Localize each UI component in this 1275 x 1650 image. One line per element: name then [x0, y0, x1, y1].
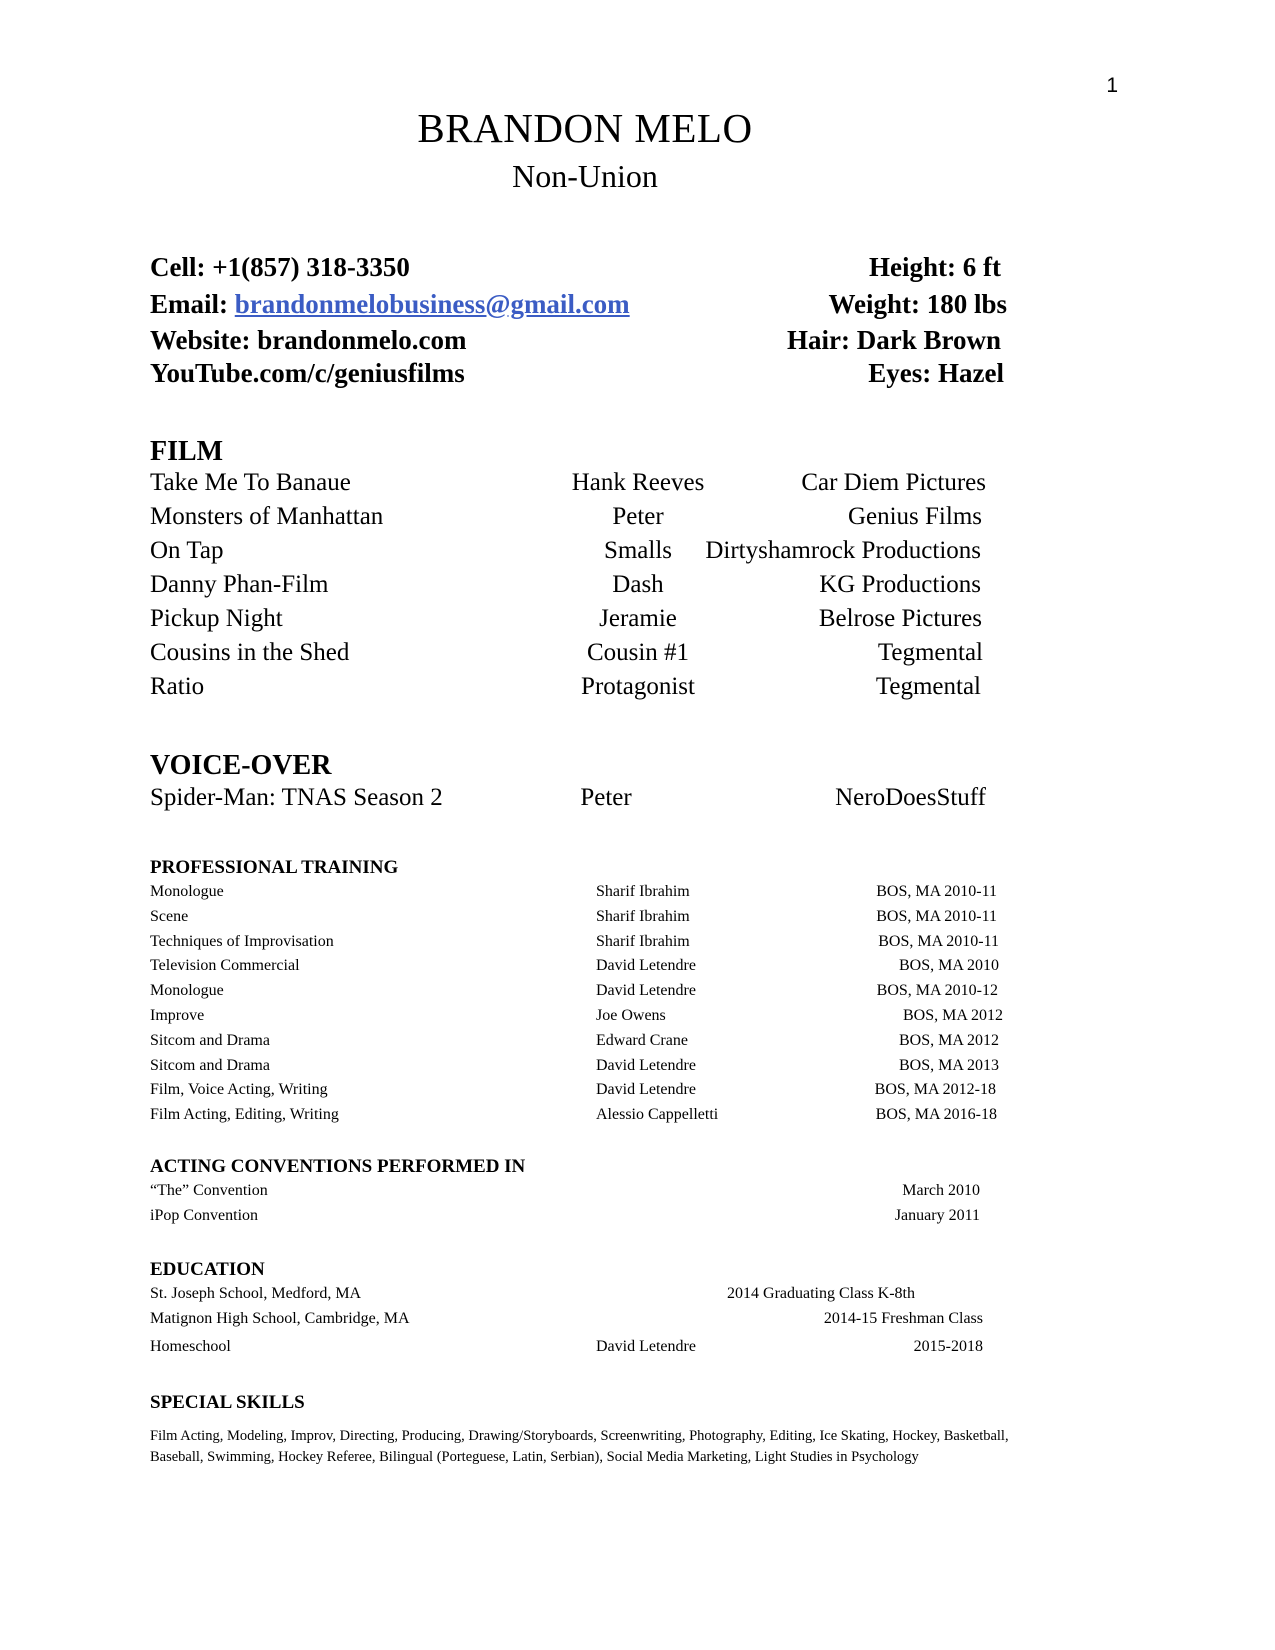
training-course: Monologue	[150, 982, 224, 1000]
training-course: Improve	[150, 1007, 205, 1024]
film-role: Peter	[612, 503, 664, 530]
film-company: KG Productions	[819, 571, 981, 598]
conventions-name: “The” Convention	[150, 1182, 268, 1199]
training-location: BOS, MA 2012	[898, 1031, 999, 1049]
training-location: BOS, MA 2010	[898, 957, 999, 975]
education-detail: 2015-2018	[913, 1338, 983, 1355]
film-company: Tegmental	[877, 639, 983, 666]
contact-email	[150, 289, 630, 320]
training-instructor: David Letendre	[596, 957, 696, 975]
contact-cell: Cell: +1(857) 318-3350	[150, 252, 410, 282]
training-course: Film, Voice Acting, Writing	[150, 1081, 328, 1099]
training-course: Film Acting, Editing, Writing	[150, 1106, 339, 1124]
education-instructor: David Letendre	[596, 1338, 696, 1355]
film-company: Belrose Pictures	[818, 605, 982, 632]
training-course: Techniques of Improvisation	[150, 932, 334, 950]
training-instructor: Sharif Ibrahim	[596, 932, 690, 950]
film-title: Pickup Night	[150, 605, 283, 632]
contact-website: Website: brandonmelo.com	[150, 325, 467, 355]
film-title: On Tap	[150, 537, 224, 564]
film-title: Monsters of Manhattan	[150, 503, 384, 530]
film-company: Dirtyshamrock Productions	[705, 537, 981, 564]
film-role: Dash	[612, 571, 664, 598]
training-course: Scene	[150, 907, 189, 925]
film-role: Smalls	[603, 537, 673, 564]
page-number: 1	[1106, 74, 1118, 97]
film-company: Tegmental	[875, 673, 981, 700]
training-instructor: David Letendre	[596, 982, 696, 1000]
education-detail: 2014-15 Freshman Class	[823, 1310, 983, 1327]
email-link[interactable]: brandonmelobusiness@gmail.com	[234, 289, 630, 319]
training-course: Sitcom and Drama	[150, 1056, 270, 1074]
training-instructor: Edward Crane	[596, 1031, 688, 1049]
union-status: Non-Union	[512, 158, 658, 194]
stat-height: Height: 6 ft	[869, 252, 1001, 282]
training-instructor: Sharif Ibrahim	[596, 883, 690, 900]
email-label: Email:	[150, 289, 235, 319]
skills-text: Film Acting, Modeling, Improv, Directing, Producing, Drawing/Storyboards, Screenwriting, Photography, Editing, Ice Skating, Hockey, Basketball, Baseball, Swimming, Hockey Referee, Bilingual (Porteguese, Latin, Serbian), Social Media Marketing, Light Studies in Psychology	[150, 1428, 1009, 1465]
training-course: Sitcom and Drama	[150, 1031, 270, 1049]
training-location: BOS, MA 2010-11	[876, 883, 997, 900]
training-location: BOS, MA 2012-18	[874, 1081, 996, 1099]
actor-name: BRANDON MELO	[417, 105, 753, 151]
section-training-title: PROFESSIONAL TRAINING	[150, 857, 399, 878]
film-role: Protagonist	[581, 673, 695, 700]
education-school: Matignon High School, Cambridge, MA	[150, 1310, 410, 1327]
film-company: Genius Films	[847, 503, 982, 530]
voiceover-title: Spider-Man: TNAS Season 2	[150, 784, 443, 811]
film-title: Cousins in the Shed	[150, 639, 350, 666]
training-location: BOS, MA 2010-11	[876, 907, 997, 925]
film-title: Danny Phan-Film	[150, 571, 329, 598]
section-education-title: EDUCATION	[150, 1259, 265, 1280]
training-location: BOS, MA 2013	[898, 1056, 999, 1074]
section-conventions-title: ACTING CONVENTIONS PERFORMED IN	[150, 1156, 526, 1177]
training-location: BOS, MA 2012	[902, 1007, 1003, 1024]
section-skills-title: SPECIAL SKILLS	[150, 1392, 305, 1413]
education-detail: 2014 Graduating Class K-8th	[727, 1285, 915, 1302]
stat-hair: Hair: Dark Brown	[787, 325, 1001, 355]
training-location: BOS, MA 2010-12	[876, 982, 998, 1000]
training-location: BOS, MA 2010-11	[878, 932, 999, 950]
training-course: Monologue	[150, 883, 224, 900]
training-course: Television Commercial	[150, 957, 300, 975]
training-instructor: David Letendre	[596, 1081, 696, 1099]
training-instructor: Joe Owens	[596, 1007, 666, 1024]
film-title: Take Me To Banaue	[150, 469, 351, 496]
contact-youtube: YouTube.com/c/geniusfilms	[150, 358, 465, 388]
conventions-date: January 2011	[894, 1207, 980, 1224]
voiceover-company: NeroDoesStuff	[835, 784, 986, 811]
conventions-name: iPop Convention	[150, 1207, 259, 1224]
stat-eyes: Eyes: Hazel	[868, 358, 1004, 388]
voiceover-role: Peter	[580, 784, 632, 811]
education-school: St. Joseph School, Medford, MA	[150, 1285, 362, 1302]
film-title: Ratio	[150, 673, 205, 700]
section-voiceover-title: VOICE-OVER	[150, 750, 332, 781]
training-location: BOS, MA 2016-18	[875, 1106, 997, 1124]
education-school: Homeschool	[150, 1338, 231, 1355]
film-role: Jeramie	[599, 605, 677, 632]
film-role: Cousin #1	[586, 639, 690, 666]
section-film-title: FILM	[150, 436, 224, 467]
film-company: Car Diem Pictures	[801, 469, 986, 496]
stat-weight: Weight: 180 lbs	[828, 289, 1007, 319]
conventions-date: March 2010	[902, 1182, 980, 1199]
film-role: Hank Reeves	[571, 469, 705, 496]
training-instructor: Alessio Cappelletti	[596, 1106, 719, 1124]
training-instructor: Sharif Ibrahim	[596, 907, 690, 925]
training-instructor: David Letendre	[596, 1056, 696, 1074]
